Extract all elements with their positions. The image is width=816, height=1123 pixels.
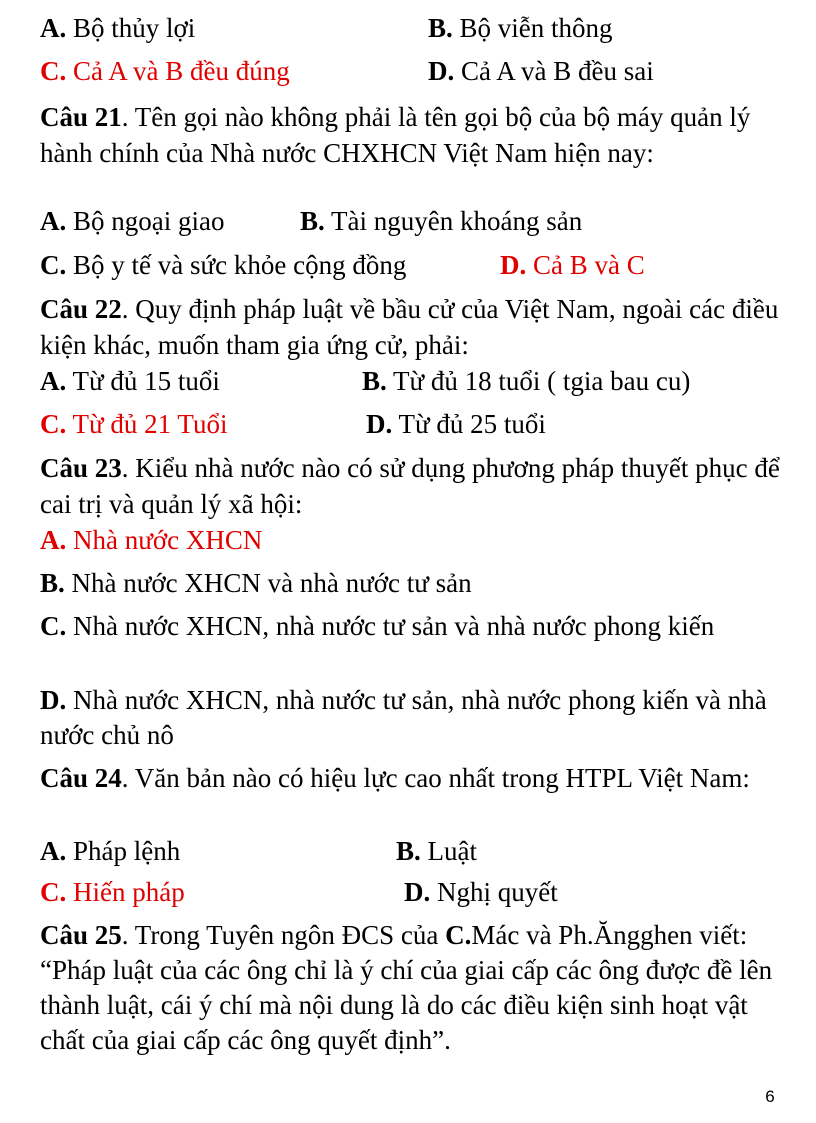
- question-23: Câu 23. Kiểu nhà nước nào có sử dụng phương pháp thuyết phục để cai trị và quản lý xã hội:: [40, 453, 780, 519]
- q23-option-d: D. Nhà nước XHCN, nhà nước tư sản, nhà nước phong kiến và nhà nước chủ nô: [40, 685, 767, 750]
- q23-option-b: B. Nhà nước XHCN và nhà nước tư sản: [40, 568, 472, 598]
- page-number: 6: [765, 1087, 775, 1106]
- q22-option-a: A. Từ đủ 15 tuổi: [40, 366, 220, 396]
- q20-option-a: A. Bộ thủy lợi: [40, 13, 196, 43]
- q20-option-c: C. Cả A và B đều đúng: [40, 56, 290, 86]
- q24-option-c: C. Hiến pháp: [40, 877, 185, 907]
- q21-option-b: B. Tài nguyên khoáng sản: [300, 206, 583, 236]
- q21-option-d: D. Cả B và C: [500, 250, 645, 280]
- q22-option-c: C. Từ đủ 21 Tuổi: [40, 409, 228, 439]
- q24-option-a: A. Pháp lệnh: [40, 836, 181, 866]
- question-25: Câu 25. Trong Tuyên ngôn ĐCS của C.Mác và Ph.Ăngghen viết: “Pháp luật của các ông chỉ là ý chí của giai cấp các ông được đề lên thành luật, cái ý chí mà nội dung là do các điều kiện sinh hoạt vật chất của giai cấp các ông quyết định”.: [40, 920, 773, 1055]
- q22-option-d: D. Từ đủ 25 tuổi: [366, 409, 546, 439]
- q24-option-d: D. Nghị quyết: [404, 877, 558, 907]
- q21-option-c: C. Bộ y tế và sức khỏe cộng đồng: [40, 250, 407, 280]
- q23-option-a: A. Nhà nước XHCN: [40, 525, 263, 555]
- q23-option-c: C. Nhà nước XHCN, nhà nước tư sản và nhà nước phong kiến: [40, 611, 715, 641]
- question-24: Câu 24. Văn bản nào có hiệu lực cao nhất trong HTPL Việt Nam:: [40, 763, 750, 793]
- q20-option-d: D. Cả A và B đều sai: [428, 56, 654, 86]
- q21-option-a: A. Bộ ngoại giao: [40, 206, 225, 236]
- question-21: Câu 21. Tên gọi nào không phải là tên gọi bộ của bộ máy quản lý hành chính của Nhà nước CHXHCN Việt Nam hiện nay:: [40, 102, 751, 168]
- q20-option-b: B. Bộ viễn thông: [428, 13, 613, 43]
- q22-option-b: B. Từ đủ 18 tuổi ( tgia bau cu): [362, 366, 691, 396]
- q24-option-b: B. Luật: [396, 836, 477, 866]
- question-22: Câu 22. Quy định pháp luật về bầu cử của Việt Nam, ngoài các điều kiện khác, muốn tham gia ứng cử, phải:: [40, 294, 779, 360]
